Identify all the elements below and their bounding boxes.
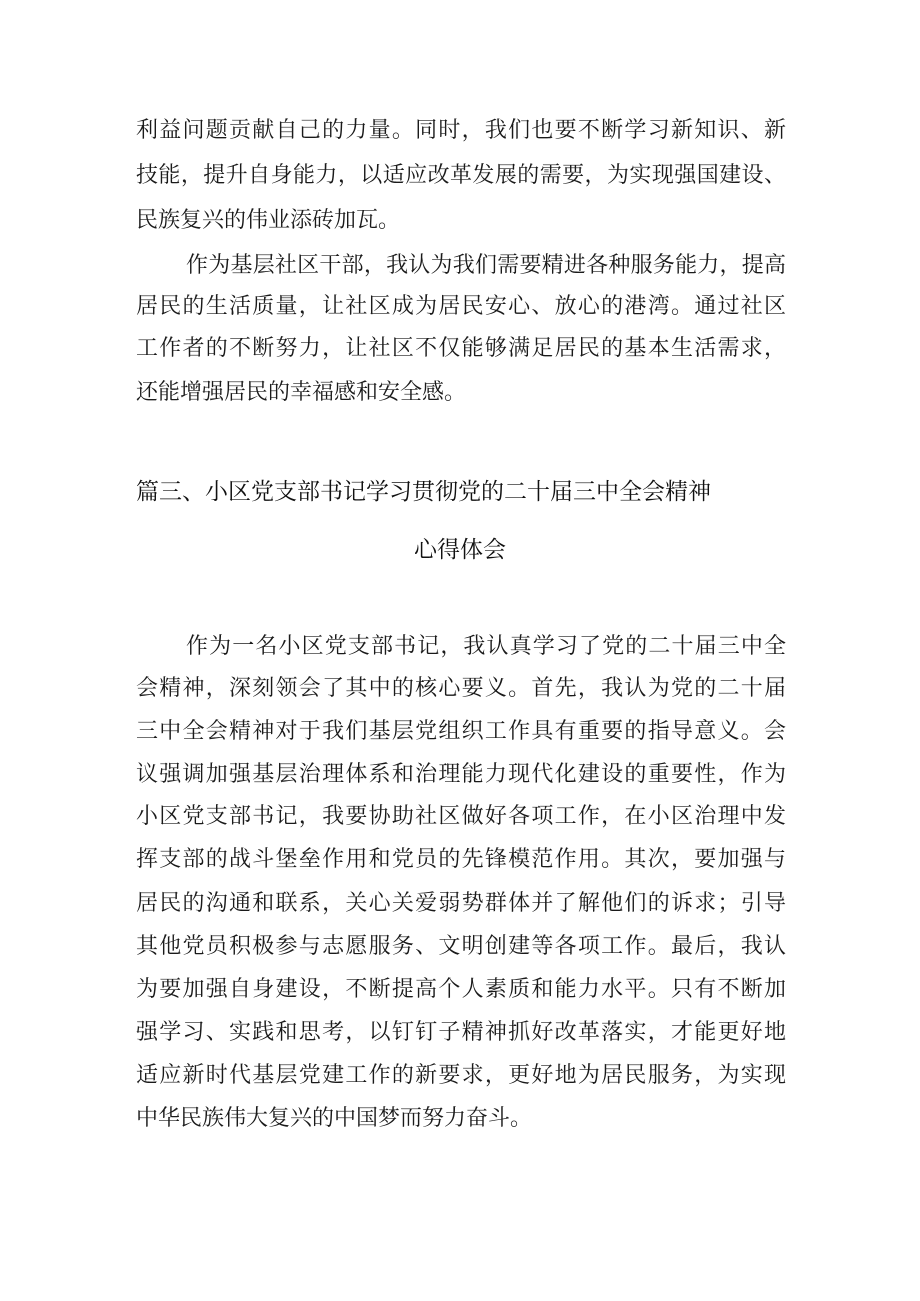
paragraph-line: 作为一名小区党支部书记，我认真学习了党的二十届三中全 (186, 634, 786, 659)
paragraph-line: 其他党员积极参与志愿服务、文明创建等各项工作。最后，我认 (136, 934, 786, 959)
paragraph-line: 居民的生活质量，让社区成为居民安心、放心的港湾。通过社区 (136, 294, 786, 319)
paragraph-line: 为要加强自身建设，不断提高个人素质和能力水平。只有不断加 (136, 977, 786, 1002)
paragraph-line: 居民的沟通和联系，关心关爱弱势群体并了解他们的诉求；引导 (136, 891, 786, 916)
paragraph-line: 强学习、实践和思考，以钉钉子精神抓好改革落实，才能更好地 (136, 1020, 786, 1045)
section-heading-line2: 心得体会 (414, 537, 506, 563)
paragraph-line: 还能增强居民的幸福感和安全感。 (136, 380, 467, 405)
paragraph-line: 挥支部的战斗堡垒作用和党员的先锋模范作用。其次，要加强与 (136, 847, 786, 872)
paragraph-line: 会精神，深刻领会了其中的核心要义。首先，我认为党的二十届 (136, 676, 786, 701)
section-heading-line1: 篇三、小区党支部书记学习贯彻党的二十届三中全会精神 (136, 479, 711, 505)
paragraph-line: 三中全会精神对于我们基层党组织工作具有重要的指导意义。会 (136, 719, 786, 744)
paragraph-line: 工作者的不断努力，让社区不仅能够满足居民的基本生活需求， (136, 336, 786, 361)
paragraph-line: 技能，提升自身能力，以适应改革发展的需要，为实现强国建设、 (136, 163, 786, 188)
paragraph-line: 民族复兴的伟业添砖加瓦。 (136, 208, 401, 233)
paragraph-line: 利益问题贡献自己的力量。同时，我们也要不断学习新知识、新 (136, 118, 786, 143)
paragraph-line: 议强调加强基层治理体系和治理能力现代化建设的重要性，作为 (136, 762, 786, 787)
paragraph-line: 适应新时代基层党建工作的新要求，更好地为居民服务，为实现 (136, 1063, 786, 1088)
paragraph-line: 中华民族伟大复兴的中国梦而努力奋斗。 (136, 1106, 533, 1131)
paragraph-line: 作为基层社区干部，我认为我们需要精进各种服务能力，提高 (186, 253, 786, 278)
paragraph-line: 小区党支部书记，我要协助社区做好各项工作，在小区治理中发 (136, 804, 786, 829)
